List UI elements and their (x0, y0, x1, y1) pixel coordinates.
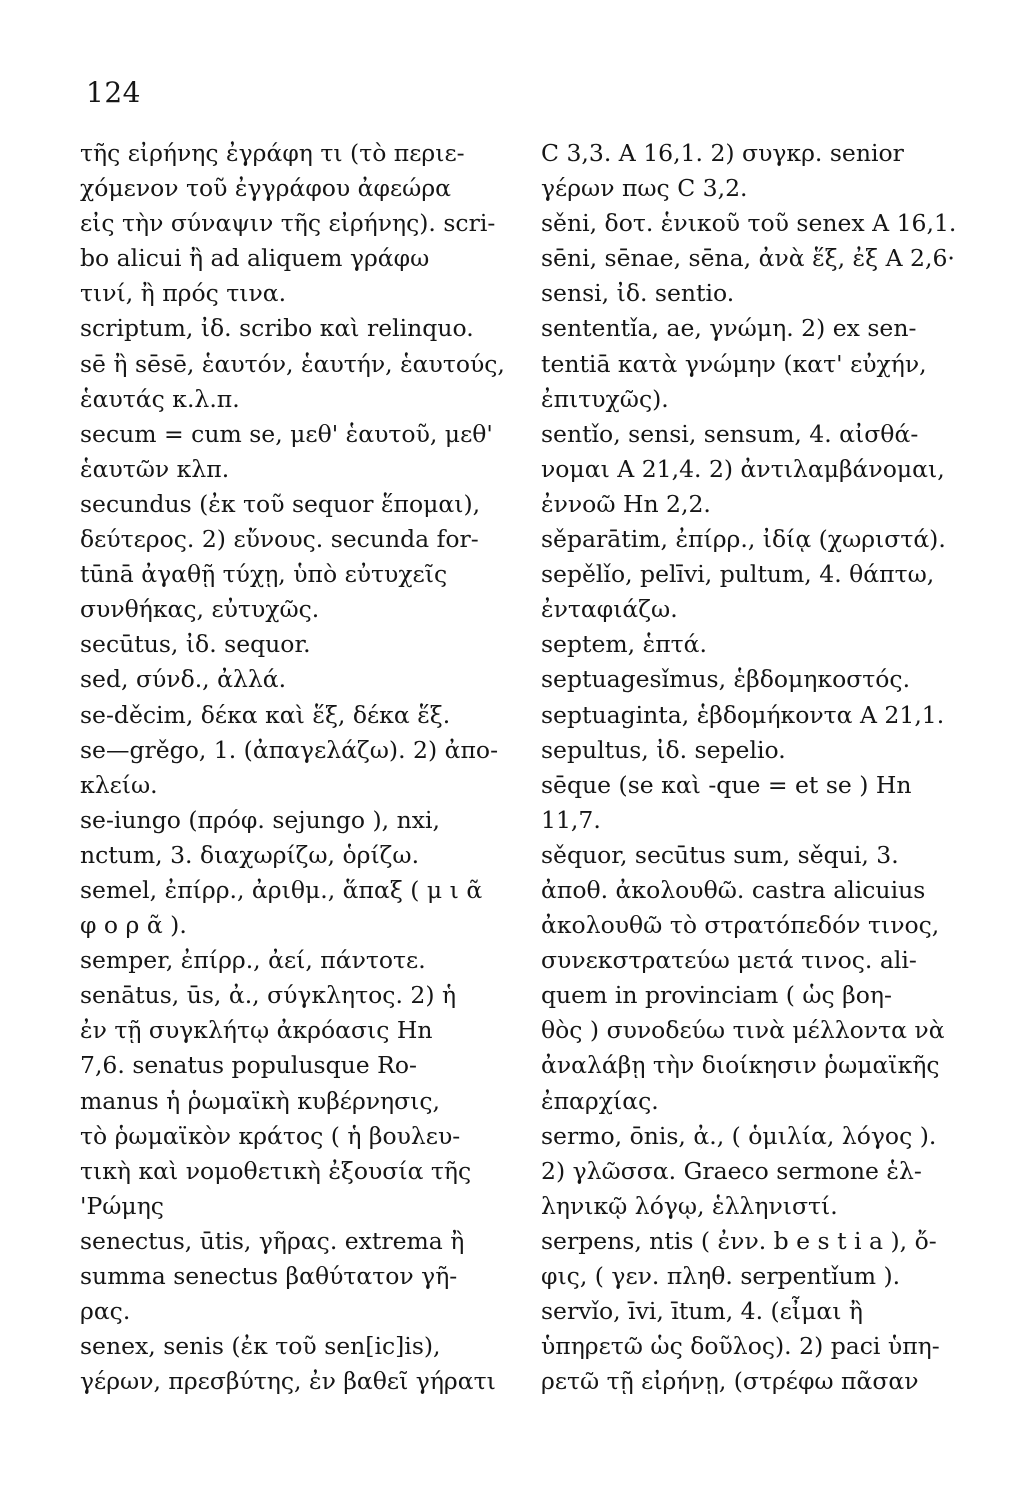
text-line: quem in provinciam ( ὡς βοη- (541, 981, 892, 1010)
text-line: septuaginta, ἑβδομήκοντα A 21,1. (541, 700, 945, 729)
text-line: sěparātim, ἐπίρρ., ἰδίᾳ (χωριστά). (541, 525, 946, 554)
text-line: τῆς εἰρήνης ἐγράφη τι (τὸ περιε- (80, 139, 465, 167)
text-line: 11,7. (541, 805, 601, 834)
text-line: ρετῶ τῇ εἰρήνῃ, (στρέφω πᾶσαν (541, 1367, 919, 1396)
text-line: servǐo, īvi, ītum, 4. (εἶμαι ἢ (541, 1297, 864, 1326)
text-line: senātus, ūs, ἀ., σύγκλητος. 2) ἡ (80, 981, 457, 1010)
text-line: τὸ ῥωμαϊκὸν κράτος ( ἡ βουλευ- (80, 1121, 461, 1150)
right-column (541, 136, 991, 1399)
text-line: bo alicui ἢ ad aliquem γράφω (80, 244, 430, 273)
text-line: sententǐa, ae, γνώμη. 2) ex sen- (541, 314, 917, 343)
page-number: 124 (86, 76, 141, 109)
text-line: sepělǐo, pelīvi, pultum, 4. θάπτω, (541, 560, 935, 589)
text-line: ἀναλάβῃ τὴν διοίκησιν ῥωμαϊκῆς (541, 1051, 940, 1080)
text-line: nctum, 3. διαχωρίζω, ὁρίζω. (80, 840, 420, 869)
text-line: φ ο ρ ᾶ ). (80, 911, 187, 940)
text-line: ἑαυτῶν κλπ. (80, 454, 230, 483)
text-line: secum = cum se, μεθ' ἑαυτοῦ, μεθ' (80, 419, 493, 448)
text-line: scriptum, ἰδ. scribo καὶ relinquo. (80, 314, 474, 343)
text-line: συνθήκας, εὐτυχῶς. (80, 595, 320, 624)
text-line: ὑπηρετῶ ὡς δοῦλος). 2) paci ὑπη- (541, 1332, 940, 1361)
text-line: senectus, ūtis, γῆρας. extrema ἢ (80, 1226, 465, 1255)
text-line: τινί, ἢ πρός τινα. (80, 279, 287, 308)
text-line: semper, ἐπίρρ., ἀεί, πάντοτε. (80, 946, 426, 975)
text-line: τικὴ καὶ νομοθετικὴ ἐξουσία τῆς (80, 1156, 472, 1185)
text-line: ἀποθ. ἀκολουθῶ. castra alicuius (541, 875, 926, 904)
text-line: serpens, ntis ( ἐνν. b e s t i a ), ὄ- (541, 1226, 937, 1255)
text-line: sēni, sēnae, sēna, ἀνὰ ἕξ, ἐξ A 2,6· (541, 244, 955, 273)
text-line: se-děcim, δέκα καὶ ἕξ, δέκα ἕξ. (80, 700, 451, 729)
text-line: ἑαυτάς κ.λ.π. (80, 384, 240, 413)
text-line: secūtus, ἰδ. sequor. (80, 630, 311, 659)
text-line: sentǐo, sensi, sensum, 4. αἰσθά- (541, 419, 919, 448)
text-line: 2) γλῶσσα. Graeco sermone ἑλ- (541, 1156, 922, 1185)
text-line: δεύτερος. 2) εὔνους. secunda for- (80, 525, 479, 554)
text-line: semel, ἐπίρρ., ἀριθμ., ἅπαξ ( μ ι ᾶ (80, 875, 483, 904)
text-line: sed, σύνδ., ἀλλά. (80, 665, 287, 694)
text-line: C 3,3. A 16,1. 2) συγκρ. senior (541, 139, 904, 167)
text-line: ἐπαρχίας. (541, 1086, 659, 1115)
text-line: sěquor, secūtus sum, sěqui, 3. (541, 840, 899, 869)
text-line: χόμενον τοῦ ἐγγράφου ἀφεώρα (80, 174, 452, 203)
text-line: εἰς τὴν σύναψιν τῆς εἰρήνης). scri- (80, 209, 496, 238)
text-line: sěni, δοτ. ἑνικοῦ τοῦ senex A 16,1. (541, 209, 957, 238)
text-line: 'Ρώμης (80, 1191, 164, 1220)
text-line: θὸς ) συνοδεύω τινὰ μέλλοντα νὰ (541, 1016, 945, 1045)
text-line: summa senectus βαθύτατον γῆ- (80, 1262, 458, 1290)
text-line: sensi, ἰδ. sentio. (541, 279, 735, 308)
text-line: sēque (se καὶ -que = et se ) Hn (541, 770, 912, 799)
text-line: ἐννοῶ Hn 2,2. (541, 489, 711, 518)
text-line: ἐνταφιάζω. (541, 595, 678, 624)
text-line: ἐν τῇ συγκλήτῳ ἀκρόασις Hn (80, 1016, 433, 1045)
text-line: συνεκστρατεύω μετά τινος. ali- (541, 946, 917, 975)
text-line: sē ἢ sēsē, ἑαυτόν, ἑαυτήν, ἑαυτούς, (80, 349, 505, 378)
text-line: tentiā κατὰ γνώμην (κατ' εὐχήν, (541, 349, 927, 378)
text-line: γέρων πως C 3,2. (541, 174, 748, 203)
text-line: manus ἡ ῥωμαϊκὴ κυβέρνησις, (80, 1086, 441, 1115)
text-line: senex, senis (ἐκ τοῦ sen[ic]is), (80, 1332, 441, 1361)
text-line: ρας. (80, 1297, 131, 1326)
text-line: septem, ἑπτά. (541, 630, 707, 659)
text-line: sepultus, ἰδ. sepelio. (541, 735, 786, 764)
text-line: se—grěgo, 1. (ἀπαγελάζω). 2) ἀπο- (80, 735, 499, 764)
text-line: κλείω. (80, 770, 158, 799)
text-line: ἀκολουθῶ τὸ στρατόπεδόν τινος, (541, 911, 940, 940)
left-column (80, 136, 516, 1399)
text-line: 7,6. senatus populusque Ro- (80, 1051, 417, 1080)
text-line: γέρων, πρεσβύτης, ἐν βαθεῖ γήρατι (80, 1367, 496, 1396)
text-line: ἐπιτυχῶς). (541, 384, 669, 413)
text-line: sermo, ōnis, ἀ., ( ὁμιλία, λόγος ). (541, 1121, 937, 1150)
text-line: se-iungo (πρόφ. sejungo ), nxi, (80, 805, 440, 834)
text-line: ληνικῷ λόγῳ, ἑλληνιστί. (541, 1191, 838, 1220)
text-line: tūnā ἀγαθῇ τύχῃ, ὑπὸ εὐτυχεῖς (80, 560, 448, 589)
text-line: φις, ( γεν. πληθ. serpentǐum ). (541, 1262, 901, 1290)
text-line: νομαι A 21,4. 2) ἀντιλαμβάνομαι, (541, 454, 945, 483)
text-line: secundus (ἐκ τοῦ sequor ἕπομαι), (80, 489, 481, 518)
text-line: septuagesǐmus, ἑβδομηκοστός. (541, 665, 911, 694)
